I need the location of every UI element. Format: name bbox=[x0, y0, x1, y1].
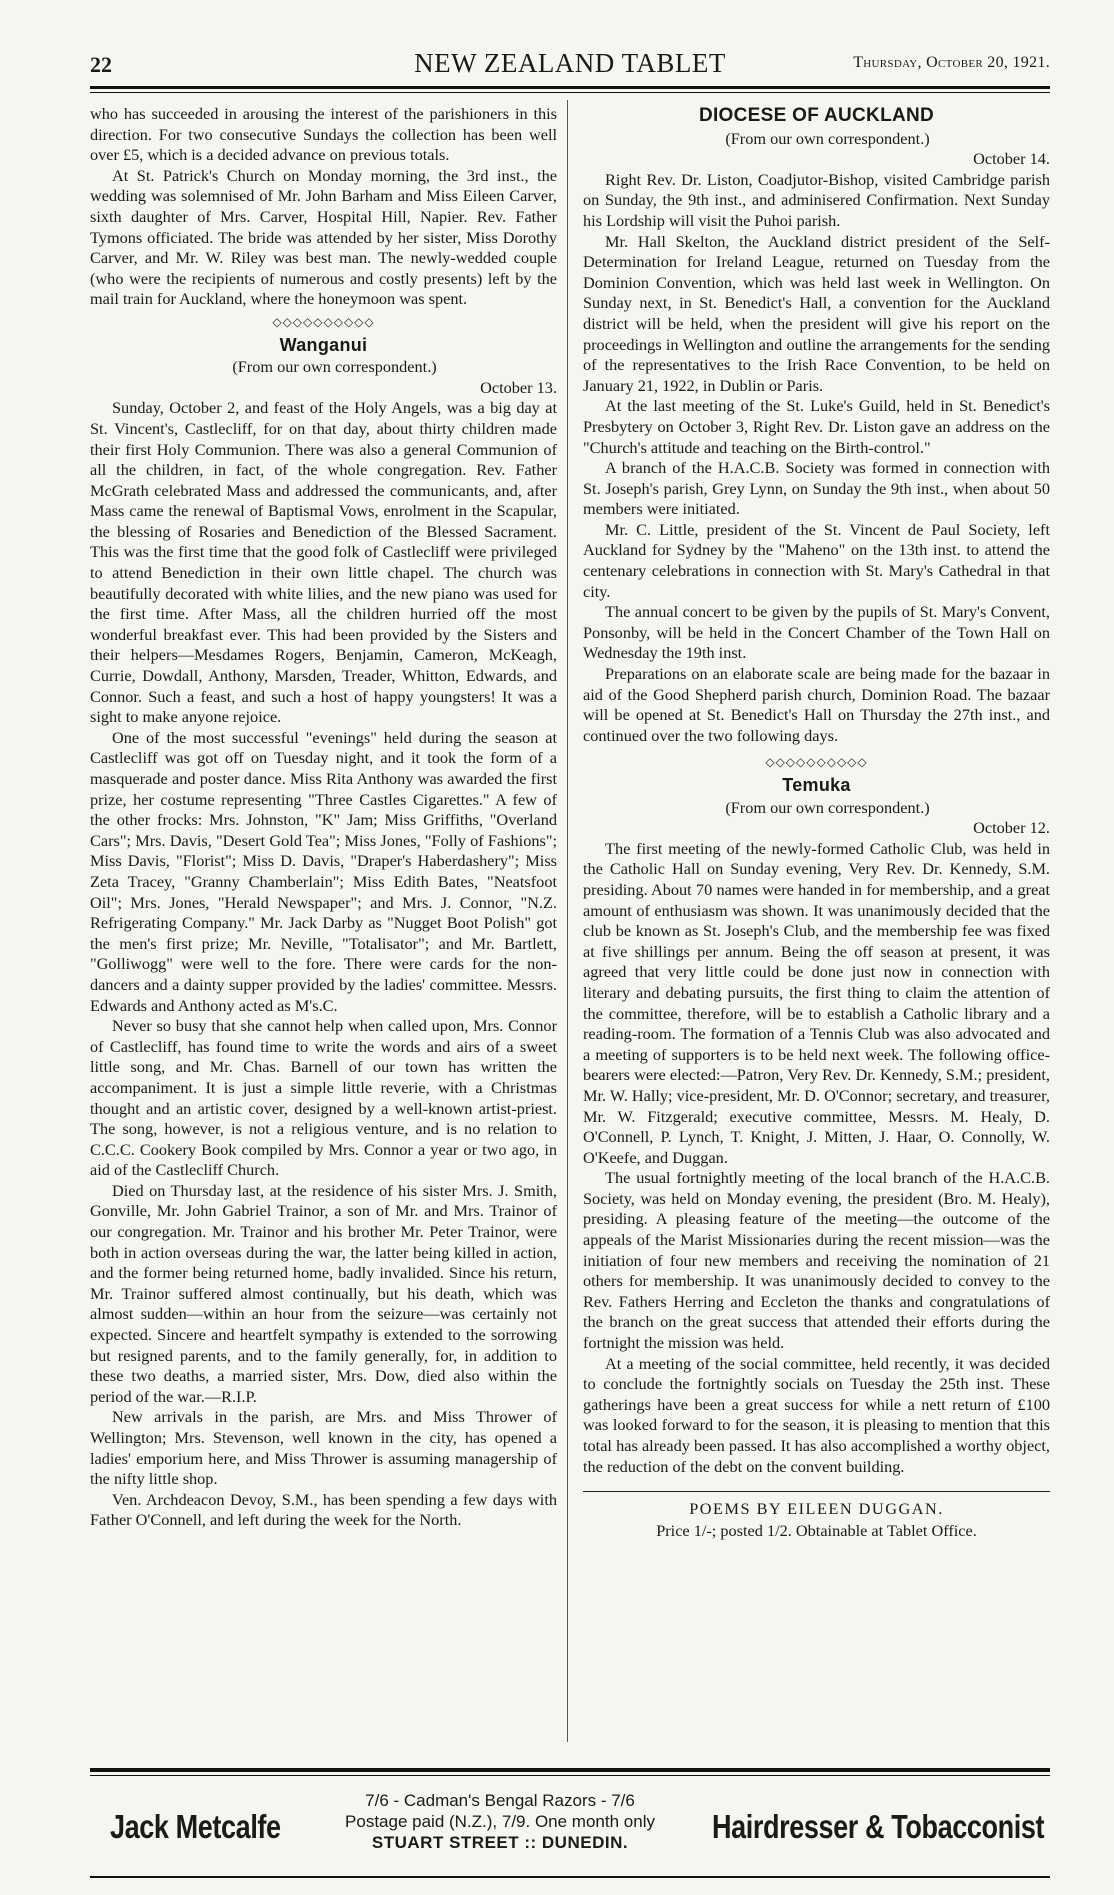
paragraph: The annual concert to be given by the pupils of St. Mary's Convent, Ponsonby, will be held in the Concert Chamber of the Town Hall on Wednesday the 19th inst. bbox=[583, 602, 1050, 663]
dateline: October 13. bbox=[480, 377, 557, 397]
advert-line-1: 7/6 - Cadman's Bengal Razors - 7/6 bbox=[365, 1791, 635, 1810]
paragraph: At the last meeting of the St. Luke's Guild, held in St. Benedict's Presbytery on October 3, Right Rev. Dr. Liston gave an address on the "Church's attitude and teaching on the Birth-control." bbox=[583, 396, 1050, 457]
header-rule-thin bbox=[90, 92, 1050, 93]
section-title-temuka: Temuka bbox=[782, 775, 851, 795]
advert-rule-bottom bbox=[90, 1876, 1050, 1878]
section-title-auckland: DIOCESE OF AUCKLAND bbox=[698, 105, 935, 126]
paragraph: The first meeting of the newly-formed Catholic Club, was held in the Catholic Hall on Sunday evening, Very Rev. Dr. Kennedy, S.M. presiding. About 70 names were handed in for membership, and a great amount of enthusiasm was shown. It was unanimously decided that the club be known as St. Joseph's Club, and the membership fee was fixed at five shillings per annum. Being the off season at present, it was agreed that very little could be done just now in connection with literary and debating pursuits, the first thing to claim the attention of the committee, therefore, will be to establish a Catholic library and a reading-room. The formation of a Tennis Club was also advocated and a meeting of supporters is to be held next week. The following office-bearers were elected:—Patron, Very Rev. Dr. Kennedy, S.M.; president, Mr. W. Hally; vice-president, Mr. D. O'Connor; secretary, and treasurer, Mr. W. Fitzgerald; executive committee, Messrs. M. Healy, D. O'Connell, P. Lynch, T. Knight, J. Mitten, J. Haar, O. Connolly, W. O'Keefe, and Duggan. bbox=[583, 838, 1050, 1167]
paragraph: Sunday, October 2, and feast of the Holy Angels, was a big day at St. Vincent's, Castlecliff, for on that day, about thirty children made their first Holy Communion. There was also a general Communion of all the children, in fact, of the whole congregation. Rev. Father McGrath celebrated Mass and addressed the communicants, and, after Mass came the renewal of Baptismal Vows, enrolment in the Scapular, the blessing of Rosaries and Benediction of the Blessed Sacrament. This was the first time that the good folk of Castlecliff were privileged to attend Benediction in their own little chapel. The church was beautifully decorated with white lilies, and the new piano was used for the first time. After Mass, all the children hurried off the most wonderful breakfast ever. This had been provided by the Sisters and their helpers—Mesdames Rogers, Benjamin, Cameron, McKeagh, Currie, Dowdall, Anthony, Marsden, Treader, Whitton, Edwards, and Connor. Such a feast, and such a host of happy youngsters! It was a sight to make anyone rejoice. bbox=[90, 398, 557, 727]
paragraph: At a meeting of the social committee, held recently, it was decided to conclude the fortnightly socials on Tuesday the 25th inst. These gatherings have been a great success for while a nett return of £100 was looked forward to for the season, it is pleasing to mention that this total has already been passed. It has also accomplished a worthy object, the reduction of the debt on the convent building. bbox=[583, 1353, 1050, 1476]
paragraph: New arrivals in the parish, are Mrs. and Miss Thrower of Wellington; Mrs. Stevenson, well known in the city, has opened a ladies' emporium here, and Miss Thrower is assuming managership of the nifty little shop. bbox=[90, 1407, 557, 1489]
ornament-divider: ◇◇◇◇◇◇◇◇◇◇ bbox=[272, 314, 375, 329]
column-divider bbox=[567, 100, 568, 1742]
paragraph: Preparations on an elaborate scale are being made for the bazaar in aid of the Good Shepherd parish church, Dominion Road. The bazaar will be opened at St. Benedict's Hall on Thursday the 27th inst., and continued over the two following days. bbox=[583, 664, 1050, 745]
paragraph: At St. Patrick's Church on Monday morning, the 3rd inst., the wedding was solemnised of Mr. John Barham and Miss Eileen Carver, sixth daughter of Mrs. Carver, Hospital Hill, Napier. Rev. Father Tymons officiated. The bride was attended by her sister, Miss Dorothy Carver, and Mr. W. Riley was best man. The newly-wedded couple (who were the recipients of numerous and costly presents) left by the mail train for Auckland, where the honeymoon was spent. bbox=[90, 165, 557, 309]
advert-line-2: Postage paid (N.Z.), 7/9. One month only bbox=[345, 1812, 655, 1831]
paragraph: Mr. Hall Skelton, the Auckland district president of the Self-Determination for Ireland League, returned on Tuesday from the Dominion Convention, which was held last week in Wellington. On Sunday next, in St. Benedict's Hall, a convention for the Auckland district will be held, when the president will give his report on the proceedings in Wellington and outline the arrangements for the sending of the representatives to the Irish Race Convention, to be held on January 21, 1922, in Dublin or Paris. bbox=[583, 231, 1050, 395]
ornament-divider: ◇◇◇◇◇◇◇◇◇◇ bbox=[765, 755, 868, 770]
poems-title: POEMS BY EILEEN DUGGAN. bbox=[689, 1499, 944, 1519]
paragraph: Right Rev. Dr. Liston, Coadjutor-Bishop, visited Cambridge parish on Sunday, the 9th inst., and adminisered Confirmation. Next Sunday his Lordship will visit the Puhoi parish. bbox=[583, 169, 1050, 230]
header-rule bbox=[90, 86, 1050, 89]
paragraph: Mr. C. Little, president of the St. Vincent de Paul Society, left Auckland for Sydney by the "Maheno" on the 13th inst. to attend the centenary celebrations in connection with St. Mary's Cathedral in that city. bbox=[583, 519, 1050, 601]
dateline: October 14. bbox=[973, 149, 1050, 169]
right-column bbox=[583, 104, 1050, 1542]
advert-name: Jack Metcalfe bbox=[110, 1808, 281, 1845]
paragraph: One of the most successful "evenings" held during the season at Castlecliff was got off on Tuesday night, and it took the form of a masquerade and poster dance. Miss Rita Anthony was awarded the first prize, her costume representing "Three Castles Cigarettes." A few of the other frocks: Mrs. Johnston, "K" Jam; Miss Griffiths, "Overland Cars"; Mrs. Davis, "Desert Gold Tea"; Miss Jones, "Folly of Fashions"; Miss Davis, "Florist"; Miss D. Davis, "Draper's Haberdashery"; Miss Zeta Tracey, "Granny Chamberlain"; Miss Edith Bates, "Neatsfoot Oil"; Mrs. Jones, "Herald Newspaper"; and Mrs. J. Connor, "N.Z. Refrigerating Company." Mr. Jack Darby as "Nugget Boot Polish" got the men's first prize; Mr. Neville, "Totalisator"; and Mr. Bartlett, "Golliwogg" were well to the fore. There were cards for the non-dancers and a dainty supper provided by the ladies' committee. Messrs. Edwards and Anthony acted as M's.C. bbox=[90, 727, 557, 1015]
paragraph: A branch of the H.A.C.B. Society was formed in connection with St. Joseph's parish, Grey Lynn, on Sunday the 9th inst., when about 50 members were initiated. bbox=[583, 458, 1050, 519]
advert-rule-top bbox=[90, 1768, 1050, 1772]
advert-rule-top-thin bbox=[90, 1775, 1050, 1776]
dateline: October 12. bbox=[973, 818, 1050, 838]
page-number: 22 bbox=[90, 52, 112, 77]
left-column bbox=[90, 104, 557, 1531]
advert-details bbox=[310, 1790, 690, 1853]
byline: (From our own correspondent.) bbox=[725, 797, 930, 817]
advert-line-3: STUART STREET :: DUNEDIN. bbox=[371, 1833, 629, 1852]
paragraph: who has succeeded in arousing the interest of the parishioners in this direction. For two consecutive Sundays the collection has been well over £5, which is a decided advance on previous totals. bbox=[90, 104, 557, 165]
section-title-wanganui: Wanganui bbox=[279, 334, 368, 355]
byline: (From our own correspondent.) bbox=[232, 357, 437, 377]
byline: (From our own correspondent.) bbox=[725, 128, 930, 148]
poems-price: Price 1/-; posted 1/2. Obtainable at Tablet Office. bbox=[656, 1521, 977, 1541]
paragraph: Died on Thursday last, at the residence of his sister Mrs. J. Smith, Gonville, Mr. John Gabriel Trainor, a son of Mr. and Mrs. Trainor of our congregation. Mr. Trainor and his brother Mr. Peter Trainor, were both in action overseas during the war, the latter being killed in action, and the former being returned home, badly invalided. Since his return, Mr. Trainor suffered almost continually, but his death, which was almost sudden—within an hour from the seizure—was certainly not expected. Sincere and heartfelt sympathy is extended to the sorrowing but resigned parents, and to the family generally, for, in addition to these two deaths, a married sister, Mrs. Dow, died also within the period of the war.—R.I.P. bbox=[90, 1180, 557, 1406]
paragraph: The usual fortnightly meeting of the local branch of the H.A.C.B. Society, was held on Monday evening, the president (Bro. M. Healy), presiding. A pleasing feature of the meeting—the outcome of the appeals of the Marist Missionaries during the recent mission—was the initiation of four new members and receiving the nomination of 21 others for membership. It was unanimously decided to convey to the Rev. Fathers Herring and Eccleton the thanks and congratulations of the branch on the great success that attended their efforts during the fortnight the mission was held. bbox=[583, 1168, 1050, 1353]
publication-title: NEW ZEALAND TABLET bbox=[414, 48, 726, 78]
issue-date: Thursday, October 20, 1921. bbox=[853, 54, 1050, 71]
page-header bbox=[90, 46, 1050, 86]
advert-trade: Hairdresser & Tobacconist bbox=[712, 1808, 1045, 1845]
paragraph: Ven. Archdeacon Devoy, S.M., has been spending a few days with Father O'Connell, and left during the week for the North. bbox=[90, 1489, 557, 1530]
poems-notice bbox=[583, 1491, 1050, 1542]
paragraph: Never so busy that she cannot help when called upon, Mrs. Connor of Castlecliff, has found time to write the words and airs of a sweet little song, and Mr. Chas. Barnell of our town has written the accompaniment. It is just a simple little reverie, with a Christmas thought and an artistic cover, designed by a well-known artist-priest. The song, however, is not a religious venture, and is no relation to C.C.C. Cookery Book compiled by Mrs. Connor a year or two ago, in aid of the Castlecliff Church. bbox=[90, 1016, 557, 1180]
